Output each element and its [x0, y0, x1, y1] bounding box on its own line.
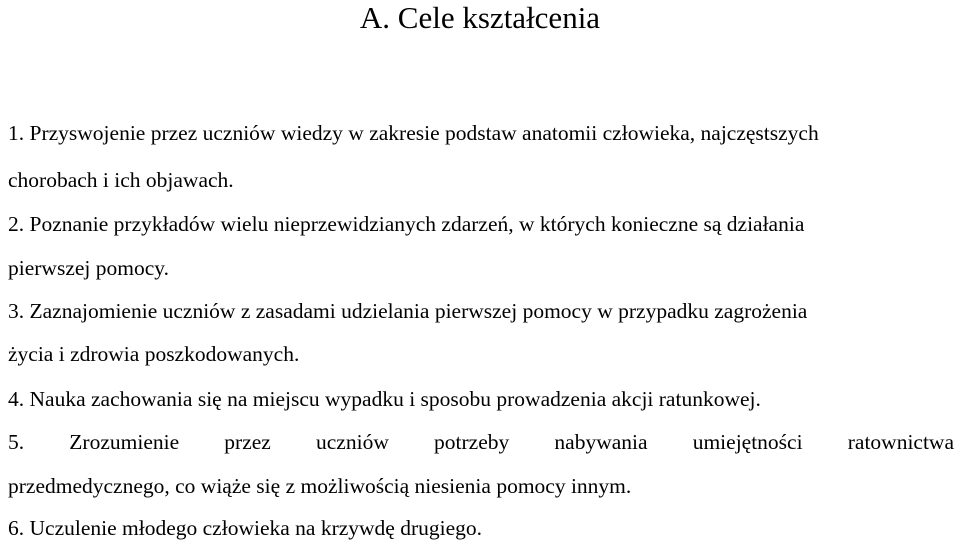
goal-3-line-2: życia i zdrowia poszkodowanych. [8, 342, 300, 366]
goal-2-line-1: 2. Poznanie przykładów wielu nieprzewidzianych zdarzeń, w których konieczne są działania [8, 212, 805, 236]
goal-5-line-2: przedmedycznego, co wiąże się z możliwością niesienia pomocy innym. [8, 474, 632, 498]
goal-4-line-1: 4. Nauka zachowania się na miejscu wypadku i sposobu prowadzenia akcji ratunkowej. [8, 387, 761, 411]
document-title: A. Cele kształcenia [359, 0, 601, 35]
goal-1-line-2: chorobach i ich objawach. [8, 168, 234, 192]
goal-6-line-1: 6. Uczulenie młodego człowieka na krzywdę drugiego. [8, 516, 483, 540]
goal-5-line-1: 5. Zrozumienie przez uczniów potrzeby nabywania umiejętności ratownictwa [8, 430, 954, 454]
goal-3-line-1: 3. Zaznajomienie uczniów z zasadami udzielania pierwszej pomocy w przypadku zagrożenia [8, 299, 808, 323]
goal-1-line-1: 1. Przyswojenie przez uczniów wiedzy w zakresie podstaw anatomii człowieka, najczęstszych [8, 121, 819, 145]
goal-2-line-2: pierwszej pomocy. [8, 256, 169, 280]
